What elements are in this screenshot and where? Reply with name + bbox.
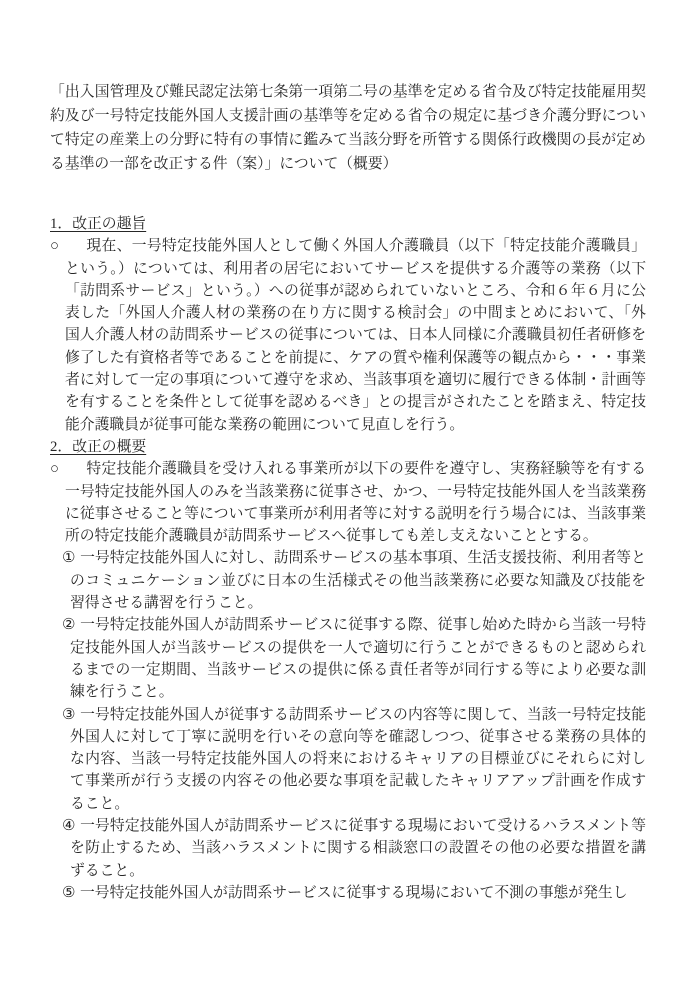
circled-number-5-marker: ⑤: [62, 884, 76, 901]
list-item-3-text: 一号特定技能外国人が従事する訪問系サービスの内容等に関して、当該一号特定技能外国人に対して丁寧に説明を行いその意向等を確認しつつ、従事させる業務の具体的な内容、当該一号特定技能外国人の将来におけるキャリアの目標並びにそれらに対して事業所が行う支援の内容その他必要な事項を記載したキャリアアップ計画を作成すること。: [70, 706, 646, 812]
circled-number-2-marker: ②: [62, 617, 76, 634]
section-2-heading: [50, 436, 646, 458]
circled-number-1-marker: ①: [62, 550, 76, 567]
list-item-4-text: 一号特定技能外国人が訪問系サービスに従事する現場において受けるハラスメント等を防止するため、当該ハラスメントに関する相談窓口の設置その他の必要な措置を講ずること。: [70, 818, 646, 879]
section-1-heading: [50, 213, 646, 235]
circled-number-4-marker: ④: [62, 818, 76, 835]
circled-number-3-marker: ③: [62, 706, 76, 723]
circle-bullet-marker: ○: [50, 461, 59, 478]
section-2-lead-paragraph-text: 特定技能介護職員を受け入れる事業所が以下の要件を遵守し、実務経験等を有する一号特定技能外国人のみを当該業務に従事させ、かつ、一号特定技能外国人を当該業務に従事させること等について事業所が利用者等に対する説明を行う場合には、当該事業所の特定技能介護職員が訪問系サービスへ従事しても差し支えないこととする。: [65, 461, 646, 545]
doc-title: 「出入国管理及び難民認定法第七条第一項第二号の基準を定める省令及び特定技能雇用契約及び一号特定技能外国人支援計画の基準等を定める省令の規定に基づき介護分野について特定の産業上の分野に特有の事情に鑑みて当該分野を所管する関係行政機関の長が定める基準の一部を改正する件（案）」について（概要）: [50, 84, 646, 172]
requirement-list: [50, 547, 646, 904]
list-item-1: [50, 547, 646, 614]
list-item-3: [50, 704, 646, 815]
list-item-2-text: 一号特定技能外国人が訪問系サービスに従事する際、従事し始めた時から当該一号特定技能外国人が当該サービスの提供を一人で適切に行うことができるものと認められるまでの一定期間、当該サービスの提供に係る責任者等が同行する等により必要な訓練を行うこと。: [70, 617, 646, 701]
section-2-heading-text: 2．改正の概要: [50, 438, 147, 455]
list-item-5-text: 一号特定技能外国人が訪問系サービスに従事する現場において不測の事態が発生し: [80, 884, 628, 901]
section-1-heading-text: 1．改正の趣旨: [50, 216, 147, 232]
list-item-4: [50, 815, 646, 882]
section-2-lead-paragraph: [50, 458, 646, 547]
section-1-paragraph-text: 現在、一号特定技能外国人として働く外国人介護職員（以下「特定技能介護職員」という。）については、利用者の居宅においてサービスを提供する介護等の業務（以下「訪問系サービス」という。）への従事が認められていないところ、令和６年６月に公表した「外国人介護人材の業務の在り方に関する検討会」の中間まとめにおいて、「外国人介護人材の訪問系サービスの従事については、日本人同様に介護職員初任者研修を修了した有資格者等であることを前提に、ケアの質や権利保護等の観点から・・・事業者に対して一定の事項について遵守を求め、当該事項を適切に履行できる体制・計画等を有することを条件として従事を認めるべき」との提言がされたことを踏まえ、特定技能介護職員が従事可能な業務の範囲について見直しを行う。: [65, 238, 646, 433]
list-item-5: [50, 882, 646, 904]
list-item-1-text: 一号特定技能外国人に対し、訪問系サービスの基本事項、生活支援技術、利用者等とのコミュニケーション並びに日本の生活様式その他当該業務に必要な知識及び技能を習得させる講習を行うこと。: [70, 550, 646, 612]
list-item-2: [50, 614, 646, 703]
section-1-paragraph: [50, 235, 646, 436]
circle-bullet-marker: ○: [50, 238, 59, 255]
